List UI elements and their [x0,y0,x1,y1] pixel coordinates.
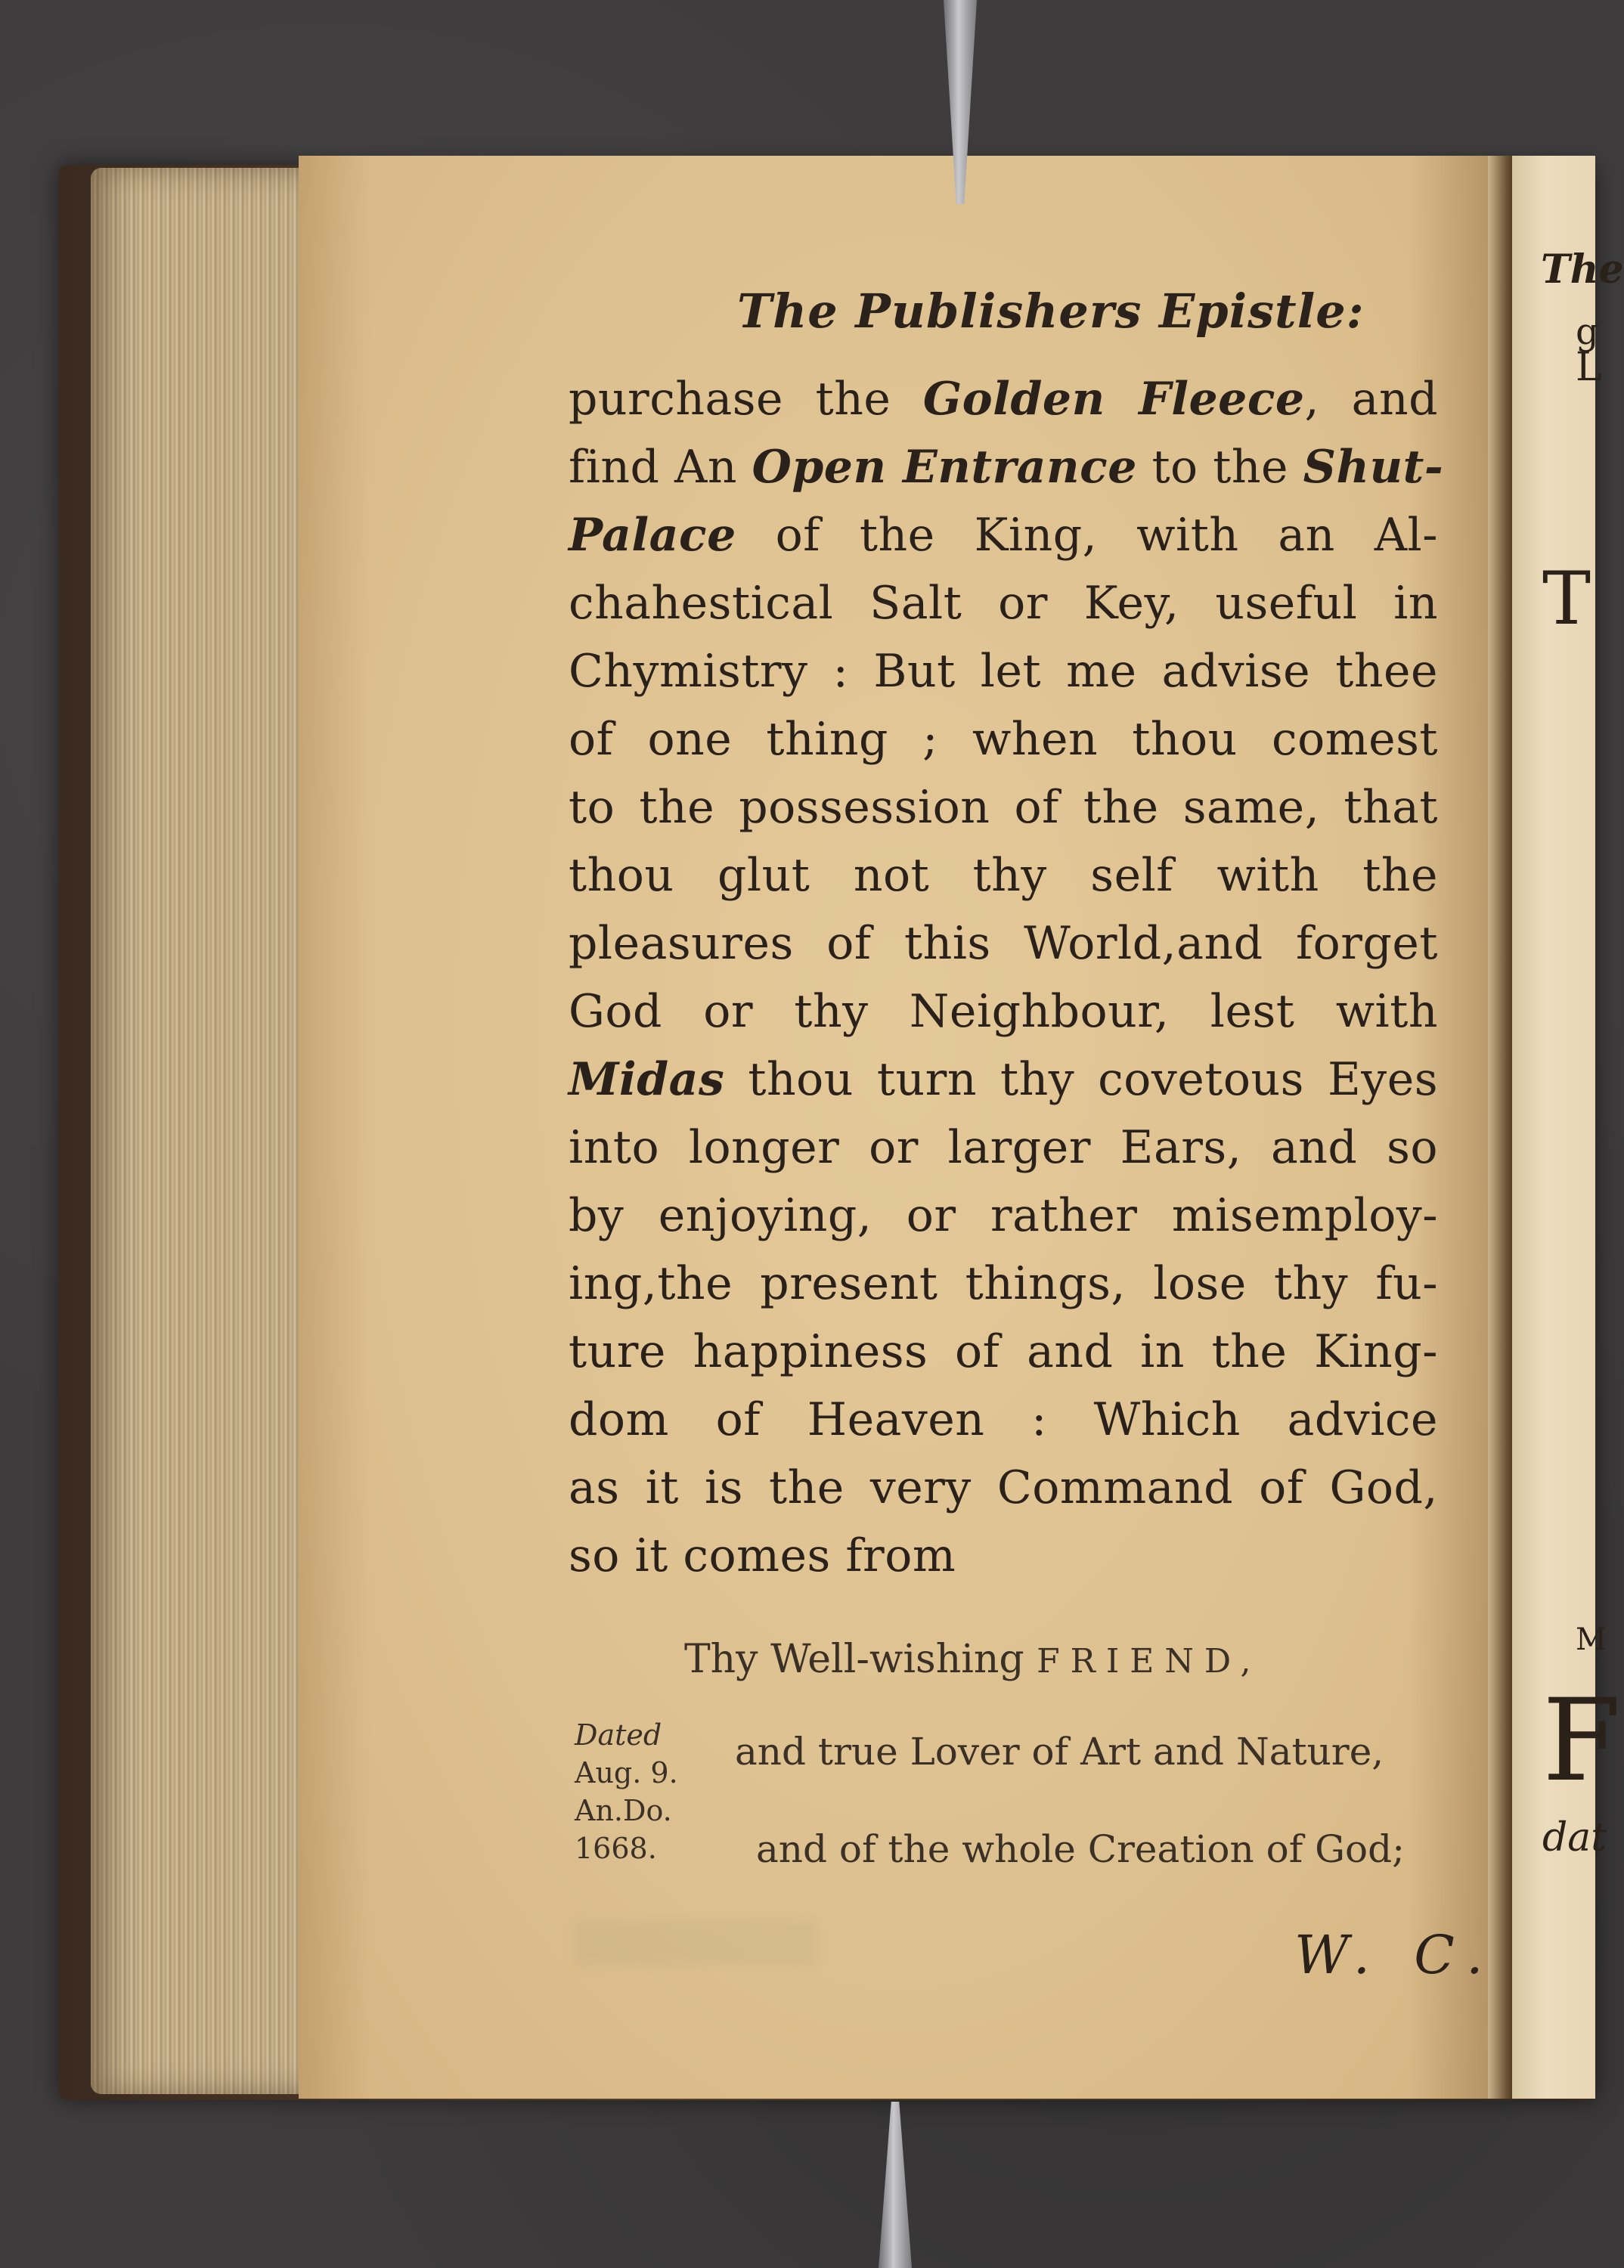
text-run: pleasures of this World,and forget [569,917,1438,970]
text-run: to the possession of the same, that [569,781,1438,834]
signature-line-2: and true Lover of Art and Nature, [735,1730,1384,1774]
text-line [569,1250,1438,1318]
facing-page-letter: g [1576,311,1599,353]
body-text [569,365,1444,1590]
text-run: ing,the present things, lose thy fu- [569,1257,1438,1310]
signature-friend-caps: FRIEND, [1037,1642,1262,1681]
text-run: Chymistry : But let me advise thee [569,645,1438,698]
date-year: 1668. [575,1832,657,1865]
facing-page-letter: dat [1542,1815,1607,1861]
text-run: thou turn thy covetous Eyes [724,1053,1438,1106]
signature-friend [684,1637,1262,1682]
text-run: chahestical Salt or Key, useful in [569,577,1438,630]
text-line [569,365,1438,433]
text-line [569,978,1438,1046]
text-line [569,1522,1438,1590]
text-line [569,841,1438,909]
text-line [569,1114,1438,1182]
facing-page-letter: F [1542,1675,1622,1807]
date-day: Aug. 9. [575,1756,678,1789]
text-line [569,773,1438,841]
text-line [569,909,1438,978]
text-line [569,705,1438,773]
text-run: by enjoying, or rather misemploy- [569,1189,1438,1242]
italic-phrase: Shut- [1303,441,1444,494]
date-note [575,1716,711,1867]
text-run: of one thing ; when thou comest [569,713,1438,766]
text-line [569,569,1438,637]
text-run: dom of Heaven : Which advice [569,1393,1438,1446]
italic-phrase: Palace [569,509,736,562]
text-line [569,1318,1438,1386]
text-line [569,1182,1438,1250]
facing-page-letter: M [1576,1622,1607,1657]
italic-phrase: Midas [569,1053,725,1106]
italic-phrase: Open Entrance [752,441,1137,494]
text-line [569,501,1438,569]
date-label: Dated [575,1718,662,1752]
text-run: so it comes from [569,1529,956,1582]
text-run: find An [569,441,752,494]
signature-initials: W. C. [1294,1924,1497,1986]
facing-page-letter: T [1542,556,1591,641]
text-line [569,433,1444,501]
text-line [569,1386,1438,1454]
text-run: God or thy Neighbour, lest with [569,985,1438,1038]
date-year-label: An.Do. [575,1794,672,1827]
signature-line-3: and of the whole Creation of God; [756,1827,1406,1871]
text-run: of the King, with an Al- [736,509,1438,562]
text-line [569,1046,1438,1114]
text-run: ture happiness of and in the King- [569,1325,1438,1378]
text-run: purchase the [569,373,923,426]
running-head: The Publishers Epistle: [737,284,1365,339]
text-line [569,1454,1438,1522]
text-run: as it is the very Command of God, [569,1461,1438,1514]
facing-page-head: The [1541,246,1624,293]
signature-friend-prefix: Thy Well-wishing [684,1637,1037,1682]
facing-page-letter: L [1576,345,1602,390]
italic-phrase: Golden Fleece [922,373,1305,426]
text-run: thou glut not thy self with the [569,849,1438,902]
text-run: , and [1304,373,1438,426]
text-run: to the [1136,441,1303,494]
show-through [575,1920,817,1966]
text-line [569,637,1438,705]
text-run: into longer or larger Ears, and so [569,1121,1438,1174]
